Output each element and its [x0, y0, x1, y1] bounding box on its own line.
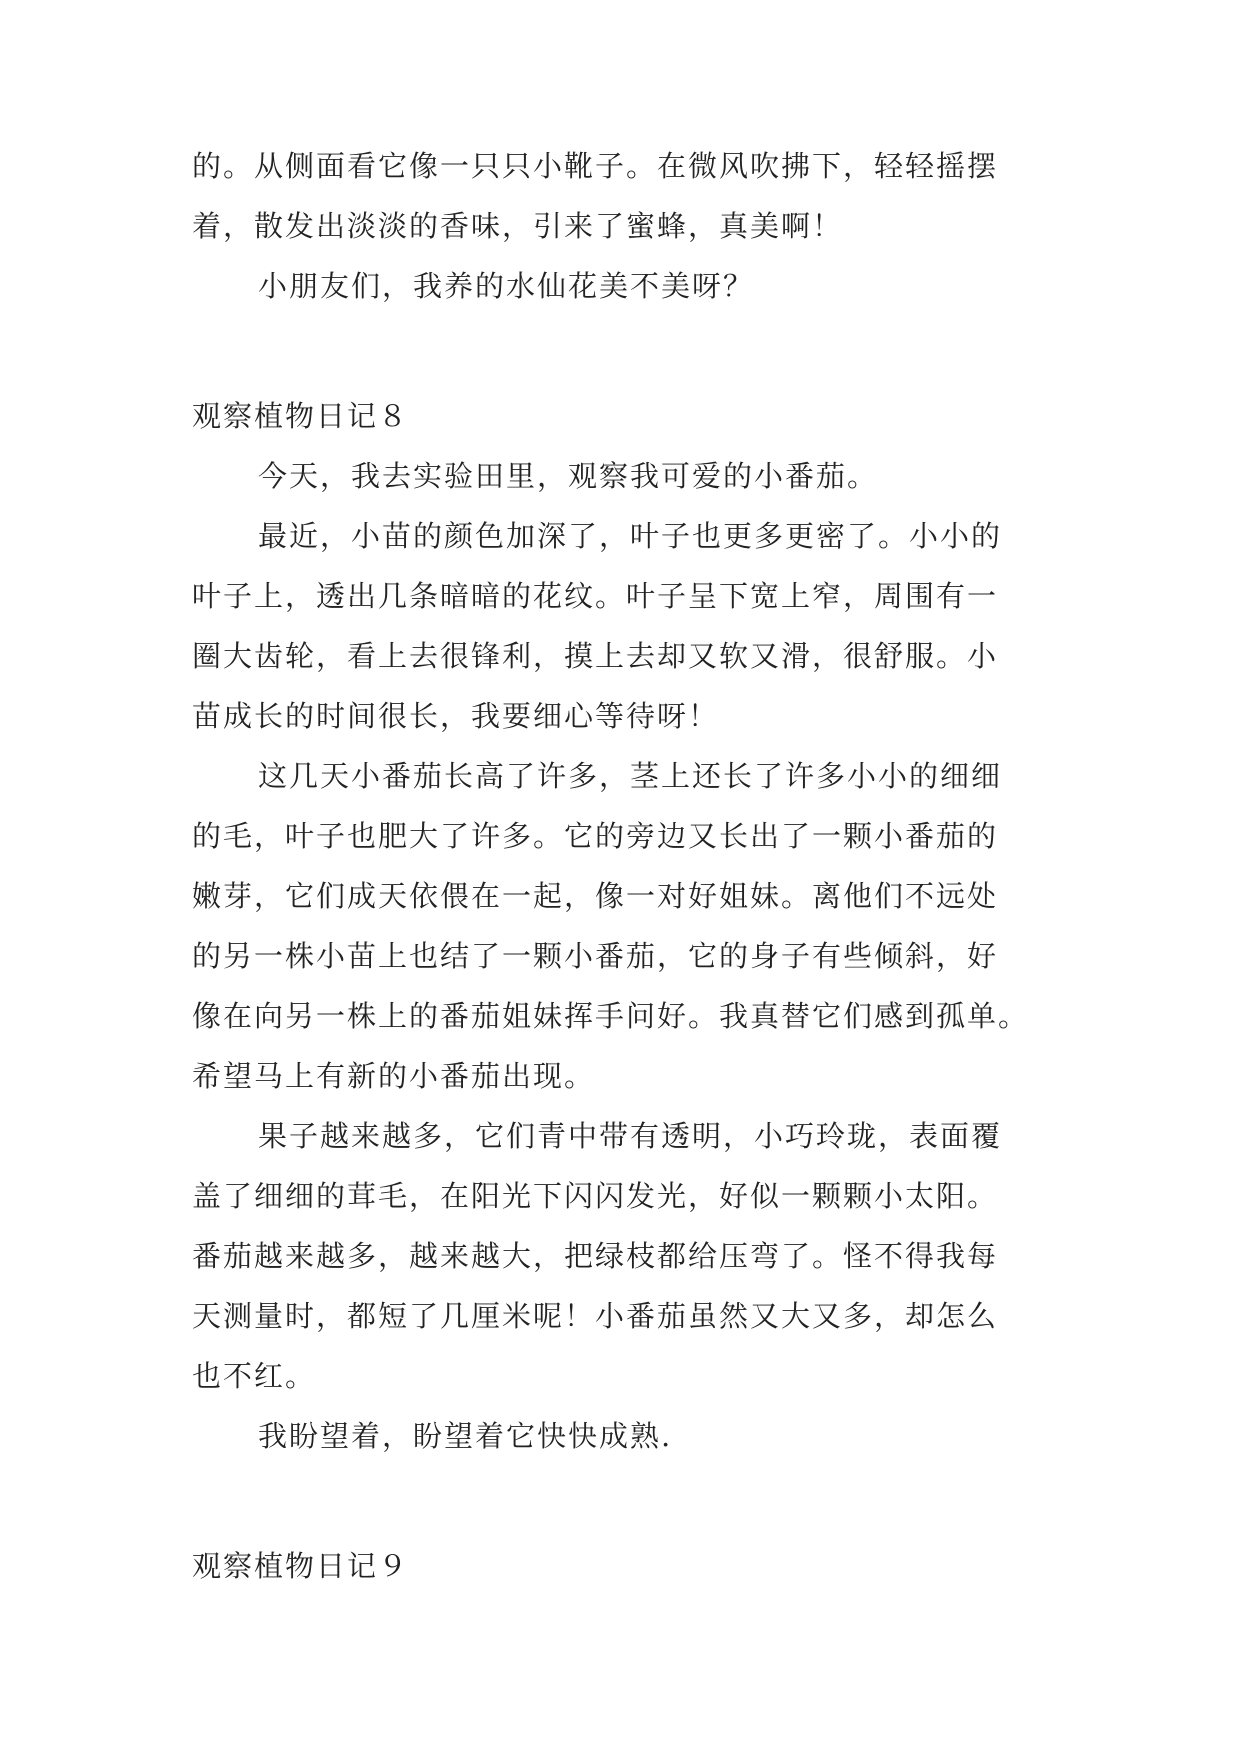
section-8-p3-line-1: 这几天小番茄长高了许多，茎上还长了许多小小的细细: [258, 759, 1003, 793]
section-8-p3-line-5: 像在向另一株上的番茄姐妹挥手问好。我真替它们感到孤单。: [192, 999, 1030, 1033]
section-8-paragraph-5: 我盼望着，盼望着它快快成熟.: [258, 1419, 673, 1453]
section-8-p2-line-3: 圈大齿轮，看上去很锋利，摸上去却又软又滑，很舒服。小: [192, 639, 999, 673]
continuation-line-1: 的。从侧面看它像一只只小靴子。在微风吹拂下，轻轻摇摆: [192, 149, 999, 183]
section-8-p2-line-2: 叶子上，透出几条暗暗的花纹。叶子呈下宽上窄，周围有一: [192, 579, 999, 613]
section-8-p2-line-4: 苗成长的时间很长，我要细心等待呀！: [192, 699, 720, 733]
continuation-line-2: 着，散发出淡淡的香味，引来了蜜蜂，真美啊！: [192, 209, 844, 243]
section-8-title: 观察植物日记８: [192, 399, 410, 433]
section-8-p4-line-5: 也不红。: [192, 1359, 317, 1393]
section-9-title: 观察植物日记９: [192, 1549, 410, 1583]
section-8-p3-line-2: 的毛，叶子也肥大了许多。它的旁边又长出了一颗小番茄的: [192, 819, 999, 853]
section-8-p3-line-6: 希望马上有新的小番茄出现。: [192, 1059, 596, 1093]
section-8-p4-line-1: 果子越来越多，它们青中带有透明，小巧玲珑，表面覆: [258, 1119, 1003, 1153]
section-8-paragraph-1: 今天，我去实验田里，观察我可爱的小番茄。: [258, 459, 879, 493]
closing-question: 小朋友们，我养的水仙花美不美呀？: [258, 269, 755, 303]
section-8-p4-line-2: 盖了细细的茸毛，在阳光下闪闪发光，好似一颗颗小太阳。: [192, 1179, 999, 1213]
section-8-p2-line-1: 最近，小苗的颜色加深了，叶子也更多更密了。小小的: [258, 519, 1003, 553]
section-8-p4-line-3: 番茄越来越多，越来越大，把绿枝都给压弯了。怪不得我每: [192, 1239, 999, 1273]
section-8-p3-line-4: 的另一株小苗上也结了一颗小番茄，它的身子有些倾斜，好: [192, 939, 999, 973]
section-8-p4-line-4: 天测量时，都短了几厘米呢！小番茄虽然又大又多，却怎么: [192, 1299, 999, 1333]
section-8-p3-line-3: 嫩芽，它们成天依偎在一起，像一对好姐妹。离他们不远处: [192, 879, 999, 913]
